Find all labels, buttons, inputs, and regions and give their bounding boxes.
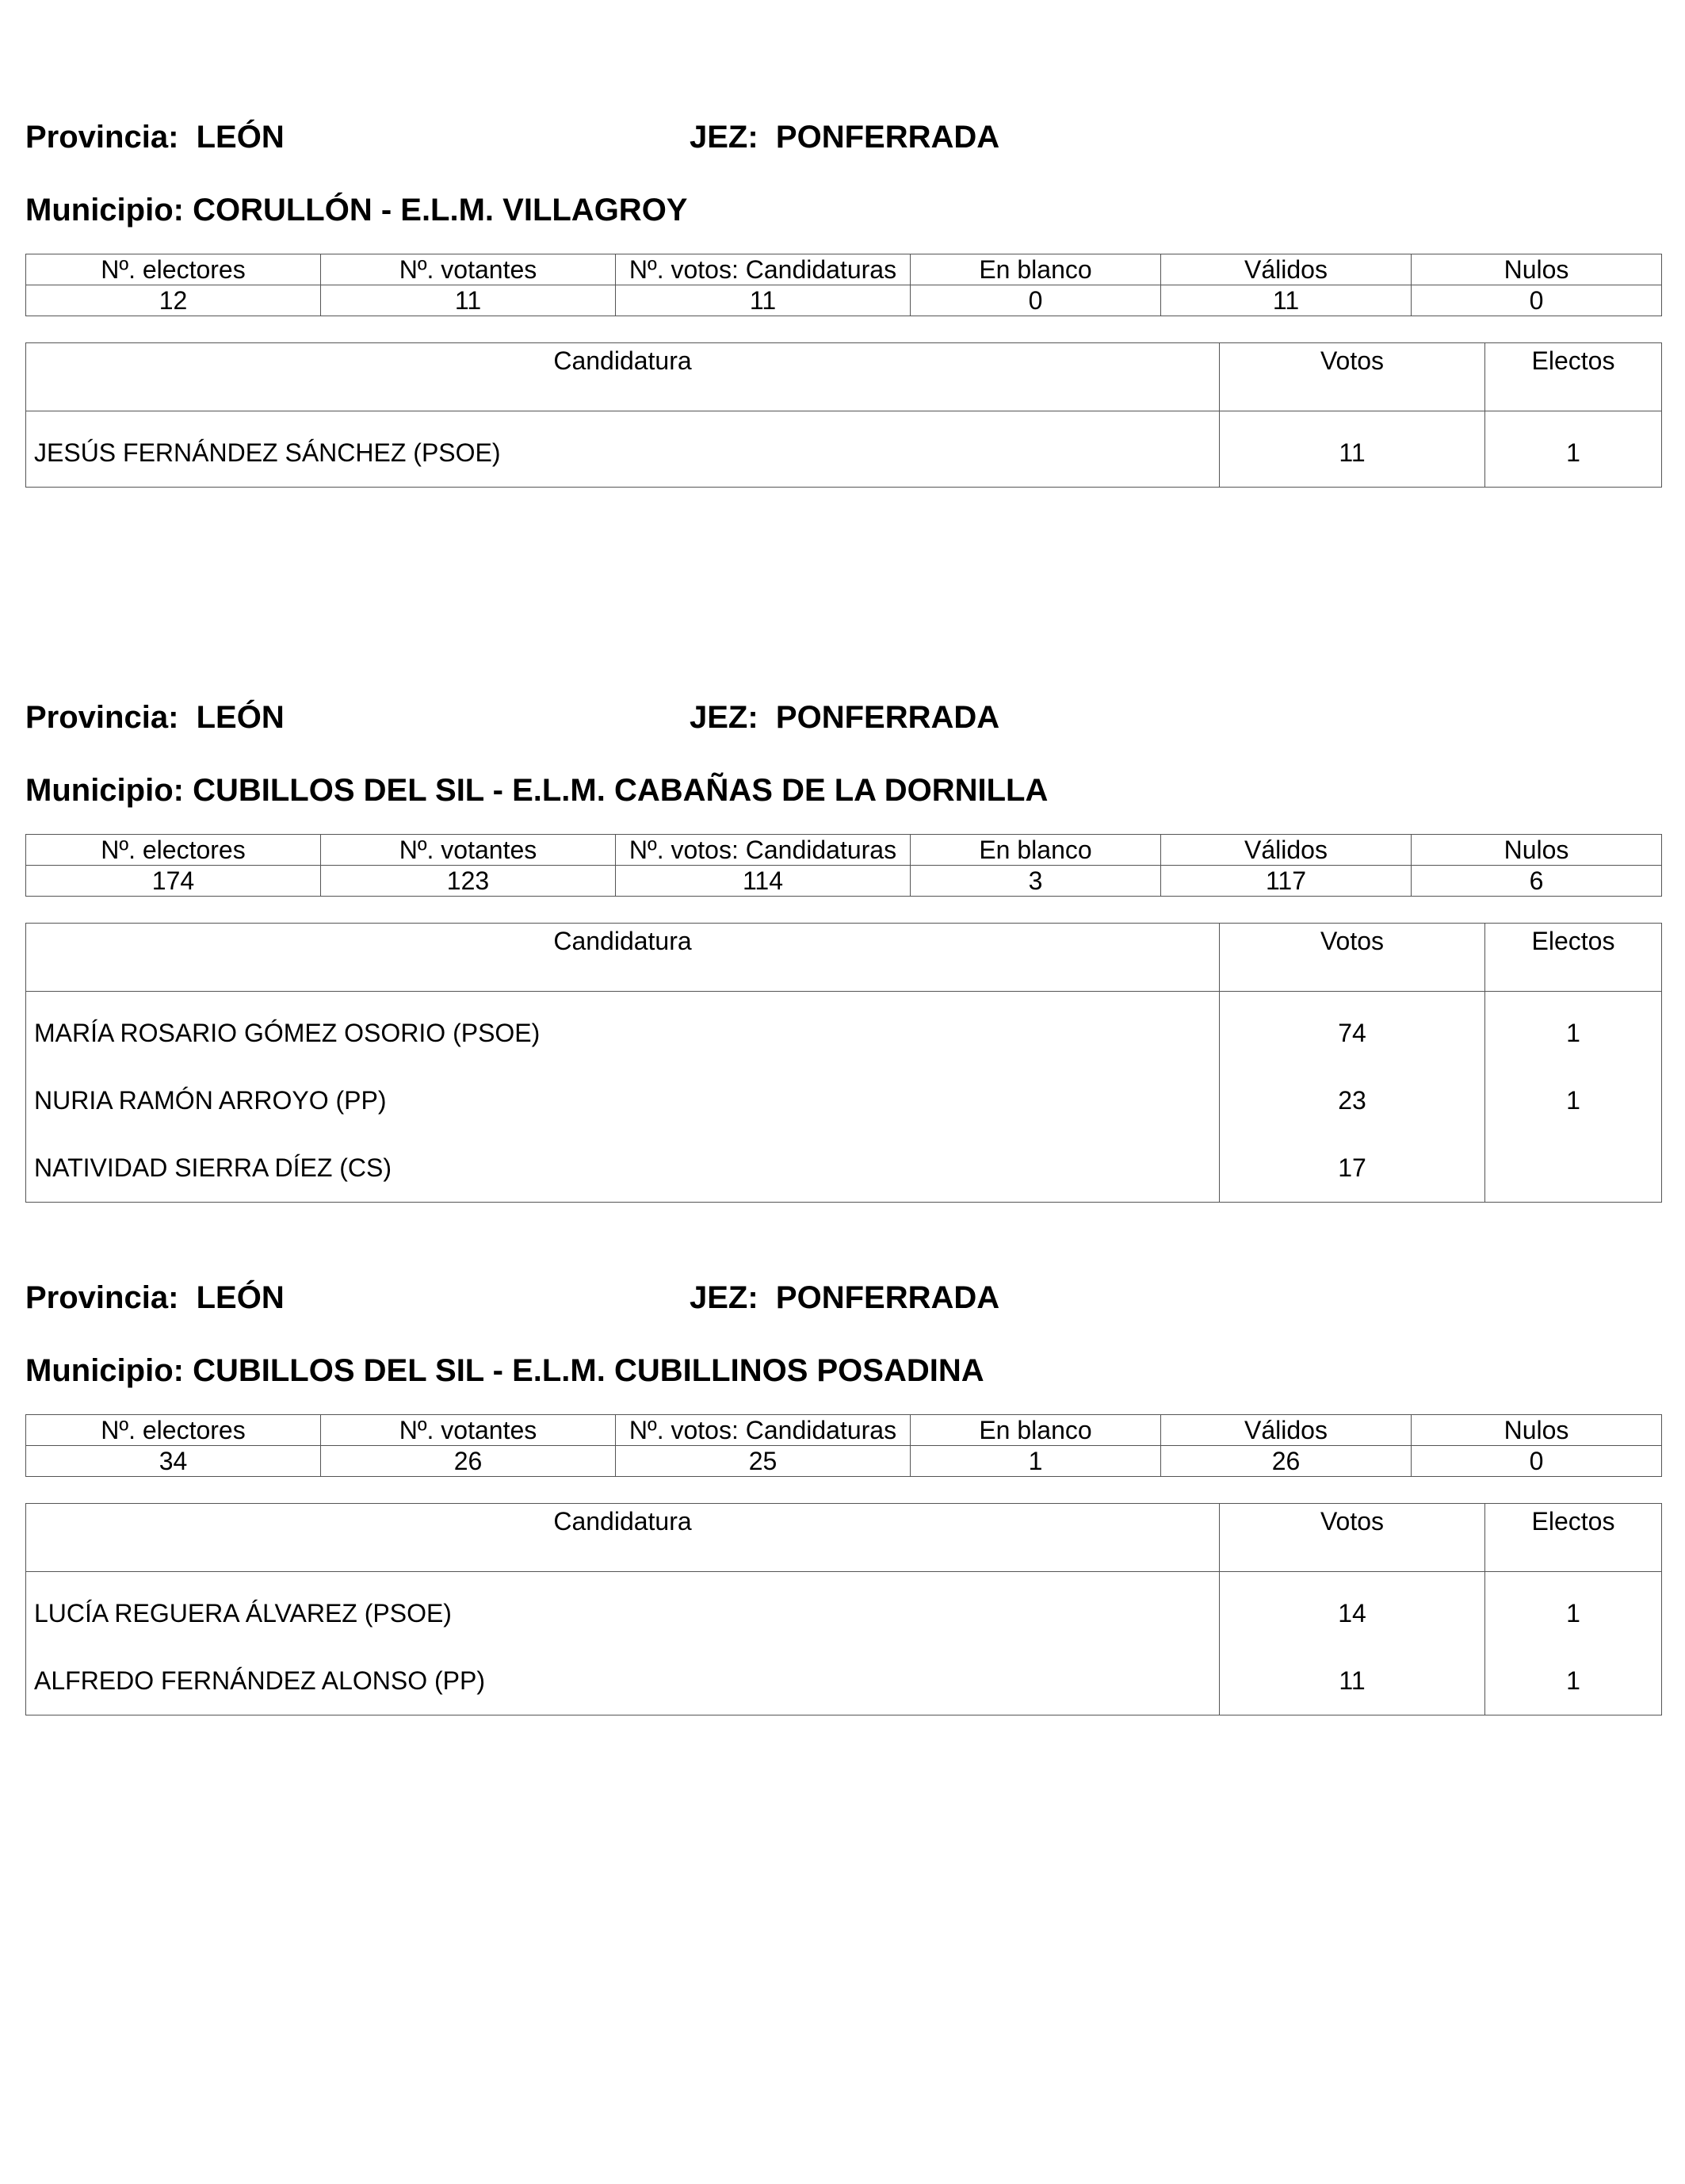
header-candidatura: Candidatura <box>26 924 1220 992</box>
header-nulos: Nulos <box>1412 254 1662 285</box>
summary-header-row <box>26 1415 1662 1446</box>
candidate-votos: 74 <box>1220 992 1485 1068</box>
summary-header-row <box>26 254 1662 285</box>
value-validos: 26 <box>1161 1446 1412 1477</box>
candidates-header-row <box>26 924 1662 992</box>
value-votos-candidaturas: 25 <box>616 1446 911 1477</box>
jez-label: JEZ: PONFERRADA <box>690 1280 1000 1315</box>
summary-value-row <box>26 1446 1662 1477</box>
municipio-label: Municipio: CORULLÓN - E.L.M. VILLAGROY <box>25 193 688 228</box>
candidate-row <box>26 1572 1662 1648</box>
candidate-row <box>26 411 1662 488</box>
header-electos: Electos <box>1485 1504 1662 1572</box>
candidates-header-row <box>26 343 1662 411</box>
value-nulos: 0 <box>1412 285 1662 316</box>
value-votos-candidaturas: 11 <box>616 285 911 316</box>
value-validos: 117 <box>1161 866 1412 897</box>
candidates-table <box>25 342 1662 488</box>
candidate-name: NURIA RAMÓN ARROYO (PP) <box>26 1067 1220 1134</box>
summary-table <box>25 254 1662 316</box>
municipio-label: Municipio: CUBILLOS DEL SIL - E.L.M. CABAÑAS DE LA DORNILLA <box>25 773 1049 808</box>
provincia-label: Provincia: LEÓN <box>25 700 285 735</box>
header-votos: Votos <box>1220 924 1485 992</box>
candidates-header-row <box>26 1504 1662 1572</box>
candidate-votos: 11 <box>1220 1647 1485 1715</box>
summary-table <box>25 834 1662 897</box>
municipio-label: Municipio: CUBILLOS DEL SIL - E.L.M. CUBILLINOS POSADINA <box>25 1353 984 1388</box>
header-en-blanco: En blanco <box>911 1415 1161 1446</box>
header-candidatura: Candidatura <box>26 1504 1220 1572</box>
value-votantes: 123 <box>321 866 616 897</box>
candidate-name: LUCÍA REGUERA ÁLVAREZ (PSOE) <box>26 1572 1220 1648</box>
candidate-votos: 11 <box>1220 411 1485 488</box>
value-votantes: 26 <box>321 1446 616 1477</box>
candidate-votos: 23 <box>1220 1067 1485 1134</box>
header-votos: Votos <box>1220 343 1485 411</box>
candidate-electos: 1 <box>1485 1067 1662 1134</box>
header-votantes: Nº. votantes <box>321 254 616 285</box>
header-electos: Electos <box>1485 924 1662 992</box>
jez-label: JEZ: PONFERRADA <box>690 120 1000 155</box>
header-votos: Votos <box>1220 1504 1485 1572</box>
value-validos: 11 <box>1161 285 1412 316</box>
header-candidatura: Candidatura <box>26 343 1220 411</box>
summary-table <box>25 1414 1662 1477</box>
candidate-electos: 1 <box>1485 992 1662 1068</box>
candidate-name: MARÍA ROSARIO GÓMEZ OSORIO (PSOE) <box>26 992 1220 1068</box>
value-votos-candidaturas: 114 <box>616 866 911 897</box>
provincia-label: Provincia: LEÓN <box>25 120 285 155</box>
summary-value-row <box>26 866 1662 897</box>
candidate-electos <box>1485 1134 1662 1203</box>
value-nulos: 6 <box>1412 866 1662 897</box>
header-votos-candidaturas: Nº. votos: Candidaturas <box>616 835 911 866</box>
header-votos-candidaturas: Nº. votos: Candidaturas <box>616 254 911 285</box>
header-en-blanco: En blanco <box>911 254 1161 285</box>
header-electores: Nº. electores <box>26 1415 321 1446</box>
candidate-name: NATIVIDAD SIERRA DÍEZ (CS) <box>26 1134 1220 1203</box>
result-section-3 <box>25 1278 1661 1695</box>
value-electores: 34 <box>26 1446 321 1477</box>
candidate-votos: 17 <box>1220 1134 1485 1203</box>
header-electores: Nº. electores <box>26 835 321 866</box>
header-validos: Válidos <box>1161 254 1412 285</box>
candidate-votos: 14 <box>1220 1572 1485 1648</box>
candidate-electos: 1 <box>1485 411 1662 488</box>
candidate-name: JESÚS FERNÁNDEZ SÁNCHEZ (PSOE) <box>26 411 1220 488</box>
header-validos: Válidos <box>1161 1415 1412 1446</box>
value-votantes: 11 <box>321 285 616 316</box>
header-validos: Válidos <box>1161 835 1412 866</box>
candidate-electos: 1 <box>1485 1647 1662 1715</box>
candidates-table <box>25 1503 1662 1715</box>
value-en-blanco: 3 <box>911 866 1161 897</box>
candidate-row <box>26 1647 1662 1715</box>
header-electores: Nº. electores <box>26 254 321 285</box>
value-electores: 174 <box>26 866 321 897</box>
header-votantes: Nº. votantes <box>321 835 616 866</box>
value-electores: 12 <box>26 285 321 316</box>
value-nulos: 0 <box>1412 1446 1662 1477</box>
header-nulos: Nulos <box>1412 835 1662 866</box>
provincia-label: Provincia: LEÓN <box>25 1280 285 1315</box>
candidate-name: ALFREDO FERNÁNDEZ ALONSO (PP) <box>26 1647 1220 1715</box>
result-section-1 <box>25 117 1661 467</box>
summary-value-row <box>26 285 1662 316</box>
result-section-2 <box>25 698 1661 1182</box>
candidate-row <box>26 992 1662 1068</box>
candidate-electos: 1 <box>1485 1572 1662 1648</box>
candidate-row <box>26 1134 1662 1203</box>
candidates-table <box>25 923 1662 1203</box>
summary-header-row <box>26 835 1662 866</box>
header-nulos: Nulos <box>1412 1415 1662 1446</box>
value-en-blanco: 1 <box>911 1446 1161 1477</box>
candidate-row <box>26 1067 1662 1134</box>
value-en-blanco: 0 <box>911 285 1161 316</box>
header-en-blanco: En blanco <box>911 835 1161 866</box>
header-votantes: Nº. votantes <box>321 1415 616 1446</box>
jez-label: JEZ: PONFERRADA <box>690 700 1000 735</box>
header-electos: Electos <box>1485 343 1662 411</box>
header-votos-candidaturas: Nº. votos: Candidaturas <box>616 1415 911 1446</box>
